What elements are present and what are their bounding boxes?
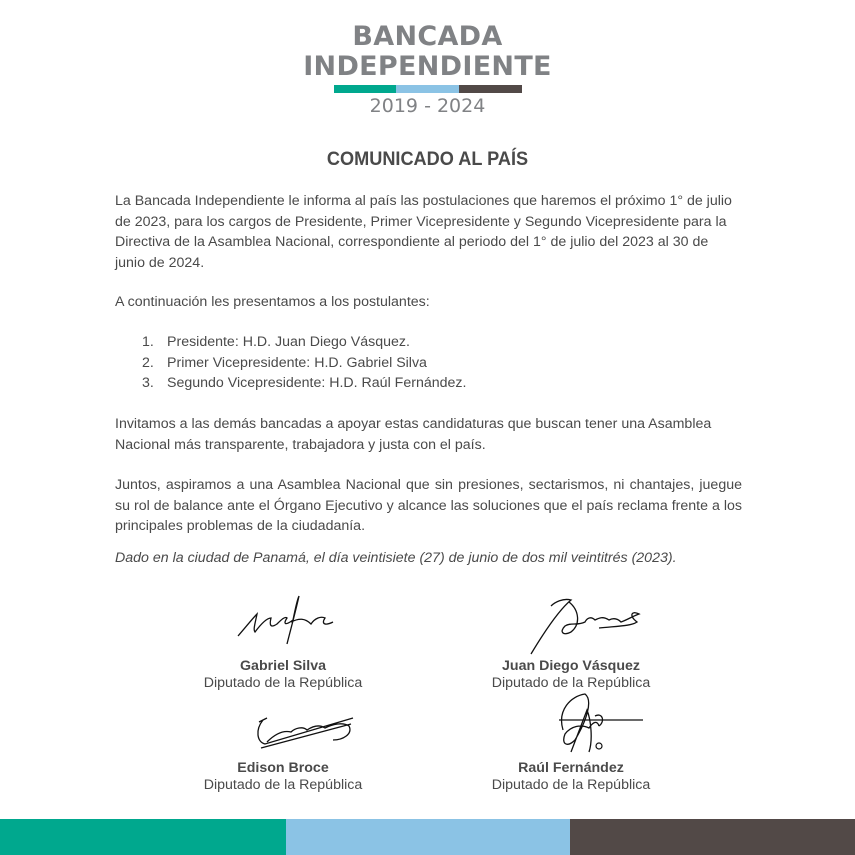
footer-color-band	[0, 819, 855, 855]
signatory-name: Juan Diego Vásquez	[502, 658, 640, 674]
signatory-name: Edison Broce	[237, 760, 329, 776]
logo-years: 2019 - 2024	[369, 95, 486, 117]
signature-image	[183, 588, 383, 658]
paragraph-intro: La Bancada Independiente le informa al país las postulaciones que haremos el próximo 1° de julio de 2023, para los cargos de Presidente, Primer Vicepresidente y Segundo Vicepresidente para la Directiva de la Asamblea Nacional, correspondiente al periodo del 1° de julio del 2023 al 30 de junio de 2024.	[115, 193, 732, 271]
candidate-text: Segundo Vicepresidente: H.D. Raúl Fernández.	[167, 375, 467, 391]
signatory-role: Diputado de la República	[491, 777, 651, 793]
signatory-role: Diputado de la República	[203, 675, 363, 691]
footer-band-green	[0, 819, 286, 855]
list-item	[142, 353, 466, 374]
list-item	[142, 332, 466, 353]
paragraph-aspiration: Juntos, aspiramos a una Asamblea Nacional que sin presiones, sectarismos, ni chantajes, juegue su rol de balance ante el Órgano Ejecutivo y alcance las soluciones que el país reclama frente a los principales problemas de la ciudadanía.	[115, 477, 742, 534]
signatory-role: Diputado de la República	[203, 777, 363, 793]
logo-bar-dark	[459, 85, 522, 93]
candidate-text: Primer Vicepresidente: H.D. Gabriel Silva	[167, 354, 427, 371]
logo-title-line1: BANCADA	[352, 21, 503, 52]
footer-band-blue	[286, 819, 570, 855]
paragraph-invitation: Invitamos a las demás bancadas a apoyar estas candidaturas que buscan tener una Asamblea Nacional más transparente, trabajadora y justa con el país.	[115, 416, 712, 453]
candidate-text: Presidente: H.D. Juan Diego Vásquez.	[167, 334, 410, 350]
list-number: 3.	[142, 375, 154, 391]
signatory-name: Raúl Fernández	[518, 760, 624, 776]
document-title: COMUNICADO AL PAÍS	[326, 148, 529, 170]
signatory-role: Diputado de la República	[491, 675, 651, 691]
list-item	[142, 373, 466, 394]
candidates-list	[142, 332, 466, 394]
signature-block-gabriel-silva	[153, 588, 413, 692]
signature-block-edison-broce	[153, 690, 413, 794]
closing-statement: Dado en la ciudad de Panamá, el día veintisiete (27) de junio de dos mil veintitrés (2023).	[115, 550, 677, 566]
bancada-logo	[0, 22, 855, 117]
signature-block-juan-diego-vasquez	[441, 588, 701, 692]
signature-image	[183, 690, 383, 760]
signature-image	[471, 588, 671, 658]
footer-band-dark	[570, 819, 855, 855]
signature-image	[471, 690, 671, 760]
signatory-name: Gabriel Silva	[240, 658, 326, 674]
signature-block-raul-fernandez	[441, 690, 701, 794]
logo-bar-green	[334, 85, 397, 93]
logo-color-bar	[334, 85, 522, 93]
list-number: 2.	[142, 354, 154, 371]
list-number: 1.	[142, 334, 154, 350]
paragraph-candidates-intro: A continuación les presentamos a los postulantes:	[115, 294, 430, 310]
logo-bar-blue	[396, 85, 459, 93]
logo-title-line2: INDEPENDIENTE	[303, 51, 552, 82]
